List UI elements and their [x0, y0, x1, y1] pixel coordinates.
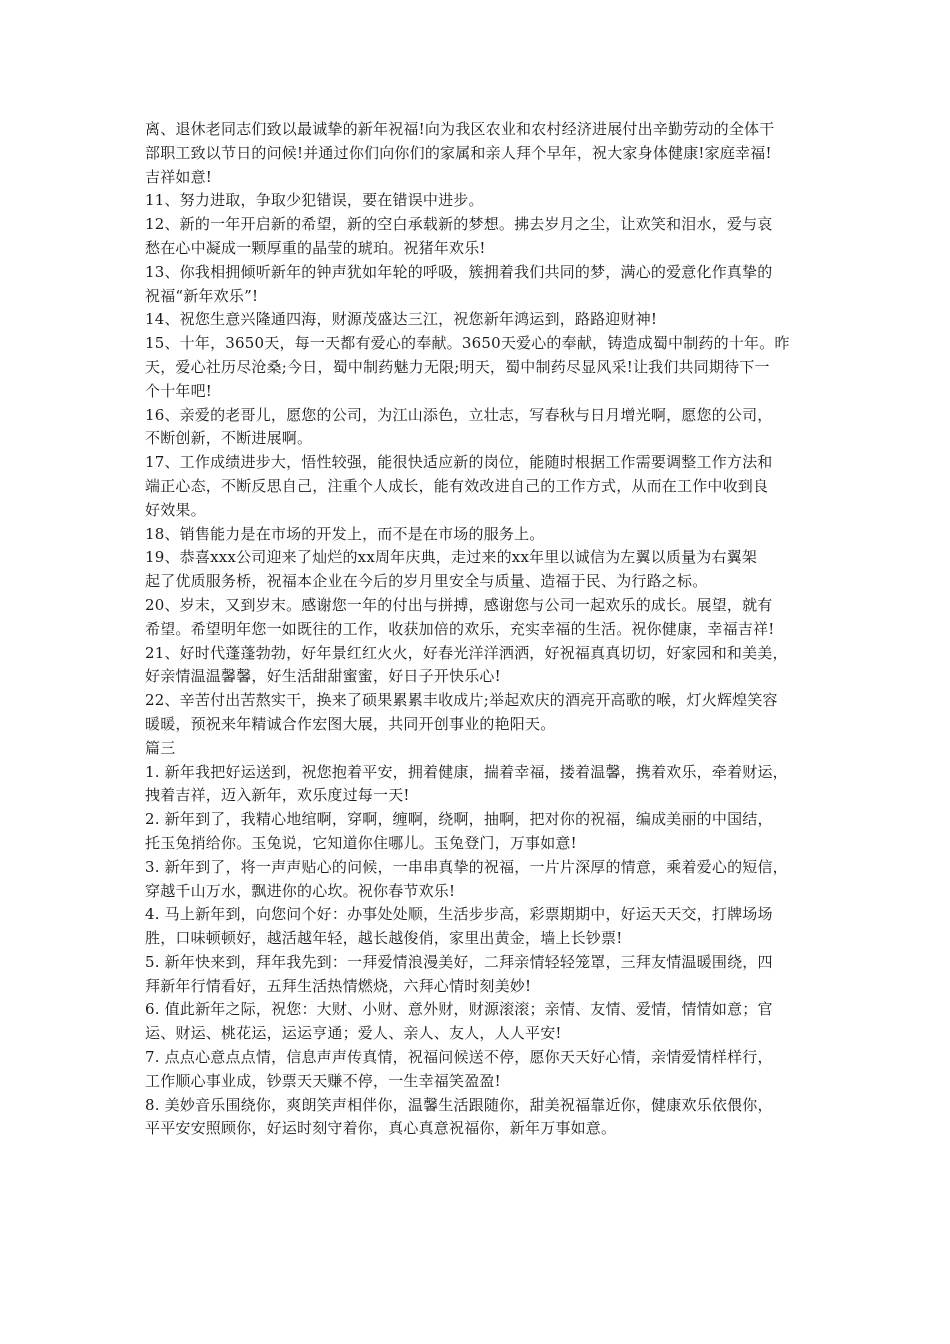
text-line: 端正心态，不断反思自己，注重个人成长，能有效改进自己的工作方式，从而在工作中收到良 [145, 476, 769, 495]
text-line: 17、工作成绩进步大，悟性较强，能很快适应新的岗位，能随时根据工作需要调整工作方法和 [145, 453, 773, 472]
text-line: 好效果。 [145, 500, 206, 519]
text-line: 21、好时代蓬蓬勃勃，好年景红红火火，好春光洋洋洒洒，好祝福真真切切，好家园和和美美， [145, 643, 788, 662]
text-line: 18、销售能力是在市场的开发上，而不是在市场的服务上。 [145, 524, 545, 543]
text-line: 好亲情温温馨馨，好生活甜甜蜜蜜，好日子开快乐心! [145, 667, 501, 686]
text-line: 穿越千山万水，飘进你的心坎。祝你春节欢乐! [145, 881, 456, 900]
text-line: 天，爱心社历尽沧桑;今日，蜀中制药魅力无限;明天，蜀中制药尽显风采!让我们共同期待下一 [145, 357, 770, 376]
text-line: 部职工致以节日的问候!并通过你们向你们的家属和亲人拜个早年，祝大家身体健康!家庭幸福! [145, 143, 772, 162]
text-line: 希望。希望明年您一如既往的工作，收获加倍的欢乐，充实幸福的生活。祝你健康，幸福吉祥! [145, 619, 775, 638]
section-heading: 篇三 [145, 738, 176, 757]
text-line: 胜，口味顿顿好，越活越年轻，越长越俊俏，家里出黄金，墙上长钞票! [145, 929, 623, 948]
text-line: 11、努力进取，争取少犯错误，要在错误中进步。 [145, 191, 484, 210]
text-line: 7. 点点心意点点情，信息声声传真情，祝福问候送不停，愿你天天好心情，亲情爱情样样行， [145, 1048, 773, 1067]
text-line: 5. 新年快来到，拜年我先到：一拜爱情浪漫美好，二拜亲情轻轻笼罩，三拜友情温暖围绕，四 [145, 952, 773, 971]
text-line: 拽着吉祥，迈入新年，欢乐度过每一天! [145, 786, 410, 805]
text-line: 13、你我相拥倾听新年的钟声犹如年轮的呼吸，簇拥着我们共同的梦，满心的爱意化作真挚的 [145, 262, 773, 281]
text-line: 暖暖，预祝来年精诚合作宏图大展，共同开创事业的艳阳天。 [145, 714, 556, 733]
text-line: 20、岁末，又到岁末。感谢您一年的付出与拼搏，感谢您与公司一起欢乐的成长。展望，就有 [145, 595, 773, 614]
text-line: 个十年吧! [145, 381, 213, 400]
text-line: 3. 新年到了，将一声声贴心的问候，一串串真挚的祝福，一片片深厚的情意，乘着爱心的短信， [145, 857, 788, 876]
text-line: 16、亲爱的老哥儿，愿您的公司，为江山添色，立壮志，写春秋与日月增光啊，愿您的公司， [145, 405, 773, 424]
text-line: 14、祝您生意兴隆通四海，财源茂盛达三江，祝您新年鸿运到，路路迎财神! [145, 310, 658, 329]
text-line: 22、辛苦付出苦熬实干，换来了硕果累累丰收成片;举起欢庆的酒亮开高歌的喉，灯火辉煌笑容 [145, 691, 778, 710]
text-line: 4. 马上新年到，向您问个好：办事处处顺，生活步步高，彩票期期中，好运天天交，打牌场场 [145, 905, 773, 924]
text-line: 12、新的一年开启新的希望，新的空白承载新的梦想。拂去岁月之尘，让欢笑和泪水，爱与哀 [145, 215, 773, 234]
text-line: 祝福“新年欢乐”! [145, 286, 259, 305]
text-line: 2. 新年到了，我精心地绾啊，穿啊，缠啊，绕啊，抽啊，把对你的祝福，编成美丽的中国结， [145, 810, 773, 829]
document-body [145, 118, 825, 1141]
text-line: 不断创新，不断进展啊。 [145, 429, 313, 448]
text-line: 吉祥如意! [145, 167, 213, 186]
text-line: 1. 新年我把好运送到，祝您抱着平安，拥着健康，揣着幸福，搂着温馨，携着欢乐，牵着财运， [145, 762, 788, 781]
text-line: 离、退休老同志们致以最诚挚的新年祝福!向为我区农业和农村经济进展付出辛勤劳动的全体干 [145, 120, 775, 138]
text-line: 运、财运、桃花运，运运亨通；爱人、亲人、友人，人人平安! [145, 1024, 562, 1043]
text-line: 平平安安照顾你，好运时刻守着你，真心真意祝福你，新年万事如意。 [145, 1119, 617, 1138]
text-line: 8. 美妙音乐围绕你，爽朗笑声相伴你，温馨生活跟随你，甜美祝福靠近你，健康欢乐依偎你， [145, 1095, 773, 1114]
text-line: 拜新年行情看好，五拜生活热情燃烧，六拜心情时刻美妙! [145, 976, 532, 995]
text-line: 起了优质服务桥，祝福本企业在今后的岁月里安全与质量、造福于民、为行路之标。 [145, 572, 708, 591]
text-line: 15、十年，3650天，每一天都有爱心的奉献。3650天爱心的奉献，铸造成蜀中制药的十年。昨 [145, 334, 790, 353]
text-line: 愁在心中凝成一颗厚重的晶莹的琥珀。祝猪年欢乐! [145, 238, 486, 257]
text-line: 6. 值此新年之际，祝您：大财、小财、意外财，财源滚滚；亲情、友情、爱情，情情如意；官 [145, 1000, 773, 1019]
text-line: 19、恭喜xxx公司迎来了灿烂的xx周年庆典，走过来的xx年里以诚信为左翼以质量为右翼架 [145, 548, 758, 567]
text-line: 托玉兔捎给你。玉兔说，它知道你住哪儿。玉兔登门，万事如意! [145, 833, 577, 852]
text-line: 工作顺心事业成，钞票天天赚不停，一生幸福笑盈盈! [145, 1071, 501, 1090]
